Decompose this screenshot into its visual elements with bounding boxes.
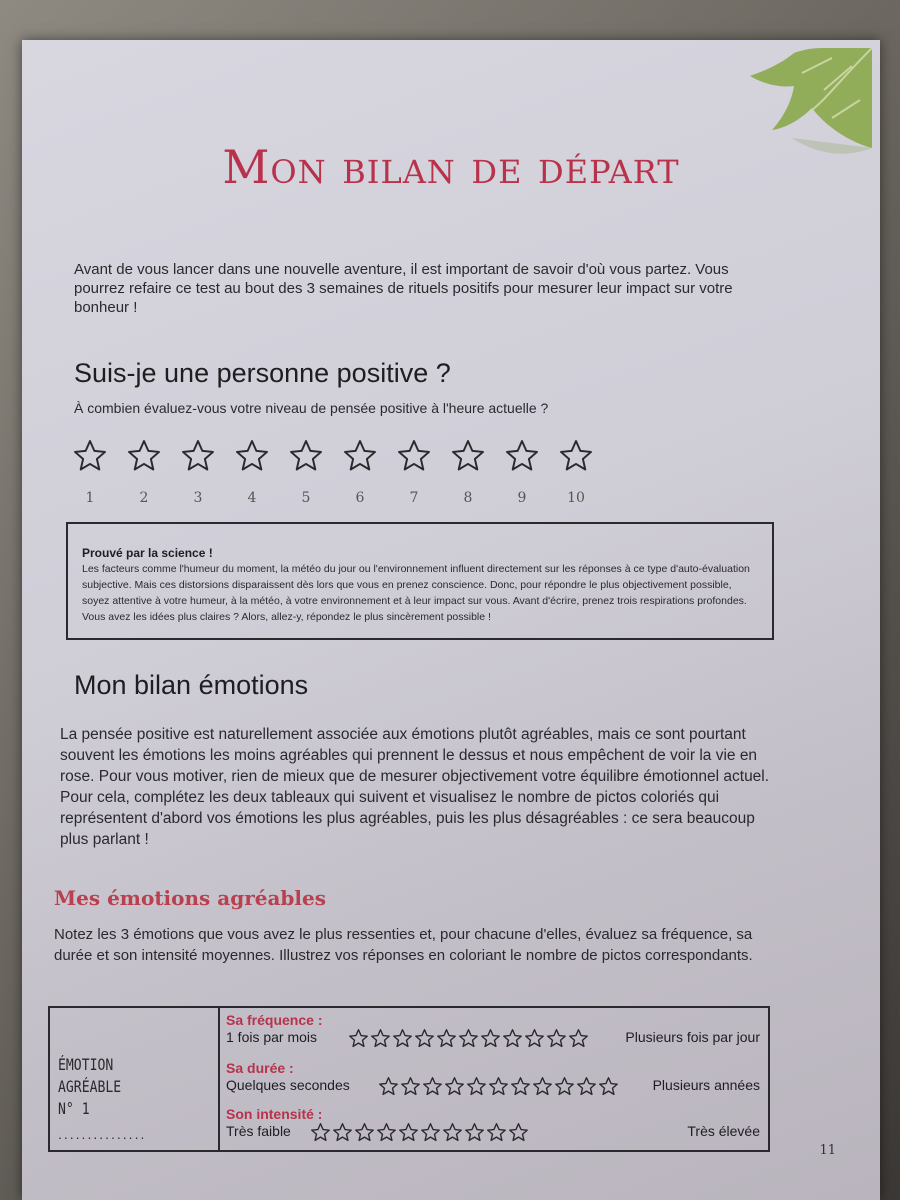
rating-number: 10 [567, 490, 585, 506]
rating-number: 3 [193, 490, 203, 506]
star-outline-icon[interactable] [376, 1122, 397, 1146]
frequency-title: Sa fréquence : [226, 1012, 323, 1028]
star-outline-icon[interactable] [422, 1076, 443, 1100]
star-outline-icon [72, 438, 108, 474]
rating-star-4[interactable] [232, 438, 272, 506]
star-outline-icon[interactable] [458, 1028, 479, 1052]
star-outline-icon[interactable] [488, 1076, 509, 1100]
rating-number: 1 [85, 490, 95, 506]
rating-star-6[interactable] [340, 438, 380, 506]
science-title: Prouvé par la science ! [82, 546, 213, 560]
emotion-label [58, 1054, 181, 1120]
star-outline-icon [180, 438, 216, 474]
intensity-row [226, 1106, 760, 1152]
star-outline-icon[interactable] [480, 1028, 501, 1052]
duration-stars[interactable] [378, 1076, 619, 1100]
star-outline-icon[interactable] [392, 1028, 413, 1052]
star-outline-icon[interactable] [420, 1122, 441, 1146]
intensity-stars[interactable] [310, 1122, 529, 1146]
emotion-label-text: ÉMOTION AGRÉABLE [58, 1055, 122, 1096]
star-outline-icon [450, 438, 486, 474]
duration-end: Plusieurs années [652, 1077, 760, 1093]
star-outline-icon[interactable] [354, 1122, 375, 1146]
star-outline-icon[interactable] [442, 1122, 463, 1146]
rating-star-10[interactable] [556, 438, 596, 506]
star-outline-icon[interactable] [466, 1076, 487, 1100]
emotions-heading: Mon bilan émotions [74, 670, 309, 700]
star-outline-icon [288, 438, 324, 474]
duration-row [226, 1060, 760, 1106]
agreables-text: Notez les 3 émotions que vous avez le plus ressenties et, pour chacune d'elles, évaluez sa fréquence, sa durée et son intensité moyennes. Illustrez vos réponses en coloriant le nombre de pictos correspondants. [54, 926, 753, 964]
duration-title: Sa durée : [226, 1060, 294, 1076]
rating-star-5[interactable] [286, 438, 326, 506]
star-outline-icon[interactable] [508, 1122, 529, 1146]
star-outline-icon[interactable] [576, 1076, 597, 1100]
emotion-number: N° 1 [58, 1099, 90, 1118]
rating-number: 9 [517, 490, 527, 506]
star-outline-icon [504, 438, 540, 474]
rating-number: 7 [409, 490, 419, 506]
rating-star-2[interactable] [124, 438, 164, 506]
star-outline-icon[interactable] [554, 1076, 575, 1100]
emotion-table [48, 1006, 770, 1152]
star-outline-icon [342, 438, 378, 474]
rating-star-3[interactable] [178, 438, 218, 506]
star-outline-icon[interactable] [502, 1028, 523, 1052]
rating-number: 4 [247, 490, 257, 506]
rating-star-7[interactable] [394, 438, 434, 506]
rating-star-9[interactable] [502, 438, 542, 506]
positive-question: À combien évaluez-vous votre niveau de pensée positive à l'heure actuelle ? [74, 400, 549, 416]
star-outline-icon[interactable] [310, 1122, 331, 1146]
positive-heading: Suis-je une personne positive ? [74, 358, 451, 388]
star-outline-icon[interactable] [398, 1122, 419, 1146]
science-text: Les facteurs comme l'humeur du moment, la météo du jour ou l'environnement influent directement sur les réponses à ce type d'auto-évaluation subjective. Mais ces distorsions disparaissent dès lors que vous en prenez conscience. Donc, pour répondre le plus objectivement possible, soyez attentive à votre humeur, à la météo, à votre environnement et à leur impact sur vous. Avant d'écrire, prenez trois respirations profondes. Vous avez les idées plus claires ? Alors, allez-y, répondez le plus sincèrement possible ! [82, 563, 750, 623]
star-outline-icon[interactable] [370, 1028, 391, 1052]
star-outline-icon [558, 438, 594, 474]
star-outline-icon[interactable] [546, 1028, 567, 1052]
intensity-title: Son intensité : [226, 1106, 323, 1122]
rating-number: 5 [301, 490, 311, 506]
frequency-start: 1 fois par mois [226, 1029, 318, 1045]
star-outline-icon[interactable] [486, 1122, 507, 1146]
intro-text: Avant de vous lancer dans une nouvelle aventure, il est important de savoir d'où vous partez. Vous pourrez refaire ce test au bout des 3 semaines de rituels positifs pour mesurer leur impact sur votre bonheur ! [74, 261, 733, 316]
star-outline-icon[interactable] [464, 1122, 485, 1146]
star-outline-icon[interactable] [532, 1076, 553, 1100]
intensity-end: Très élevée [687, 1123, 760, 1139]
star-outline-icon[interactable] [378, 1076, 399, 1100]
frequency-end: Plusieurs fois par jour [625, 1029, 760, 1045]
star-outline-icon[interactable] [348, 1028, 369, 1052]
star-outline-icon [126, 438, 162, 474]
star-outline-icon[interactable] [444, 1076, 465, 1100]
star-outline-icon[interactable] [400, 1076, 421, 1100]
rating-star-8[interactable] [448, 438, 488, 506]
star-outline-icon[interactable] [436, 1028, 457, 1052]
emotion-label-cell [50, 1008, 220, 1150]
intensity-start: Très faible [226, 1123, 291, 1139]
book-page [22, 40, 880, 1200]
star-outline-icon[interactable] [414, 1028, 435, 1052]
agreables-heading: Mes émotions agréables [54, 886, 326, 910]
science-box [66, 522, 774, 640]
frequency-stars[interactable] [348, 1028, 589, 1052]
page-title: Mon bilan de départ [222, 140, 680, 194]
emotion-write-line[interactable]: ............... [58, 1126, 147, 1142]
star-outline-icon[interactable] [332, 1122, 353, 1146]
star-outline-icon [234, 438, 270, 474]
star-outline-icon[interactable] [510, 1076, 531, 1100]
star-outline-icon [396, 438, 432, 474]
page-number: 11 [819, 1143, 836, 1158]
rating-number: 6 [355, 490, 365, 506]
rating-star-1[interactable] [70, 438, 110, 506]
rating-number: 2 [139, 490, 149, 506]
star-outline-icon[interactable] [598, 1076, 619, 1100]
star-outline-icon[interactable] [524, 1028, 545, 1052]
emotions-text: La pensée positive est naturellement associée aux émotions plutôt agréables, mais ce sont pourtant souvent les émotions les moins agréables qui prennent le dessus et nous empêchent de voir la vie en rose. Pour vous motiver, rien de mieux que de mesurer objectivement votre équilibre émotionnel actuel. Pour cela, complétez les deux tableaux qui suivent et visualisez le nombre de pictos coloriés qui représentent d'abord vos émotions les plus agréables, puis les plus désagréables : ce sera beaucoup plus parlant ! [60, 726, 770, 848]
duration-start: Quelques secondes [226, 1077, 350, 1093]
rating-number: 8 [463, 490, 473, 506]
star-outline-icon[interactable] [568, 1028, 589, 1052]
frequency-row [226, 1012, 760, 1058]
